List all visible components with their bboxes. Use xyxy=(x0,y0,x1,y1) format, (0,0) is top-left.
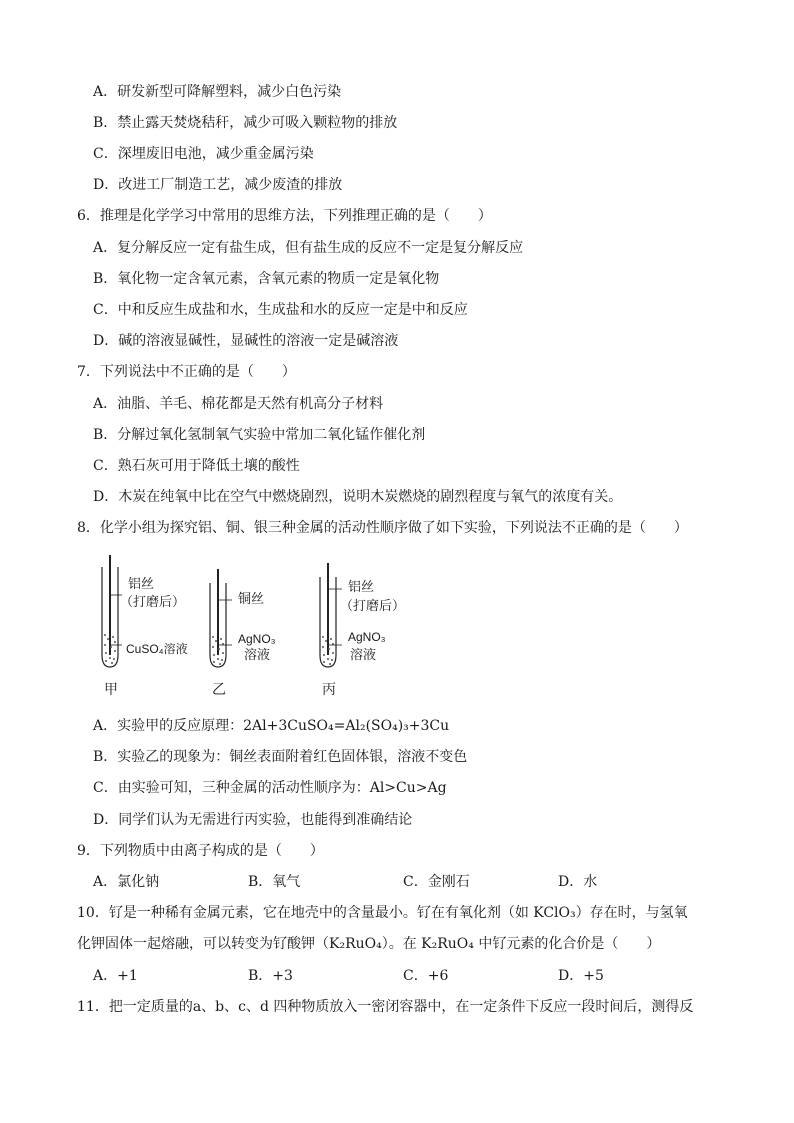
tube1-wire-note: （打磨后） xyxy=(120,595,186,610)
q9-option-b: B．氧气 xyxy=(248,874,301,890)
q10-option-d: D．+5 xyxy=(558,968,604,984)
tube2-solution-word: 溶液 xyxy=(244,648,271,663)
q10-stem-line2: 化钾固体一起熔融，可以转变为钌酸钾（K₂RuO₄）。在 K₂RuO₄ 中钌元素的化合价是（ ） xyxy=(77,936,661,952)
q8-option-c: C．由实验可知，三种金属的活动性顺序为：Al>Cu>Ag xyxy=(93,780,447,796)
q7-option-d: D．木炭在纯氧中比在空气中燃烧剧烈，说明木炭燃烧的剧烈程度与氧气的浓度有关。 xyxy=(93,489,623,505)
q5-option-c: C．深埋废旧电池，减少重金属污染 xyxy=(93,146,314,162)
q9-option-d: D．水 xyxy=(558,874,598,890)
q9-options-row xyxy=(93,872,713,892)
q9-stem: 9．下列物质中由离子构成的是（ ） xyxy=(77,843,324,859)
q5-option-a: A．研发新型可降解塑料，减少白色污染 xyxy=(93,84,342,100)
tube3-caption: 丙 xyxy=(322,682,336,698)
q9-option-c: C．金刚石 xyxy=(403,874,470,890)
tube1-wire-label: 铝丝 xyxy=(128,577,155,592)
q6-option-c: C．中和反应生成盐和水，生成盐和水的反应一定是中和反应 xyxy=(93,302,468,318)
q10-options-row xyxy=(93,966,713,986)
q8-stem: 8．化学小组为探究铝、铜、银三种金属的活动性顺序做了如下实验，下列说法不正确的是（ ） xyxy=(77,520,688,536)
q10-option-a: A．+1 xyxy=(93,968,138,984)
q7-option-c: C．熟石灰可用于降低土壤的酸性 xyxy=(93,458,300,474)
q5-option-b: B．禁止露天焚烧秸秆，减少可吸入颗粒物的排放 xyxy=(93,115,398,131)
q10-stem-line1: 10．钌是一种稀有金属元素，它在地壳中的含量最小。钌在有氧化剂（如 KClO₃）存在时，与氢氧 xyxy=(77,905,688,921)
q7-option-a: A．油脂、羊毛、棉花都是天然有机高分子材料 xyxy=(93,396,384,412)
tube1-caption: 甲 xyxy=(104,682,118,698)
q6-option-b: B．氧化物一定含氧元素，含氧元素的物质一定是氧化物 xyxy=(93,271,440,287)
tube2-wire-label: 铜丝 xyxy=(238,592,265,607)
tube2-caption: 乙 xyxy=(212,682,226,698)
q11-stem-line1: 11．把一定质量的a、b、c、d 四种物质放入一密闭容器中，在一定条件下反应一段时间后，测得反 xyxy=(77,999,694,1015)
q5-option-d: D．改进工厂制造工艺，减少废渣的排放 xyxy=(93,177,343,193)
tube2-solution-formula: AgNO₃ xyxy=(238,632,276,646)
q8-option-a: A．实验甲的反应原理：2Al+3CuSO₄=Al₂(SO₄)₃+3Cu xyxy=(93,718,450,734)
test-tube-1 xyxy=(102,555,122,667)
q6-stem: 6．推理是化学学习中常用的思维方法，下列推理正确的是（ ） xyxy=(77,208,492,224)
q10-option-c: C．+6 xyxy=(403,968,449,984)
q10-option-b: B．+3 xyxy=(248,968,293,984)
tube3-solution-word: 溶液 xyxy=(350,648,377,663)
experiment-figure xyxy=(100,555,430,700)
q6-option-a: A．复分解反应一定有盐生成，但有盐生成的反应不一定是复分解反应 xyxy=(93,240,524,256)
tube1-solution-label: CuSO₄溶液 xyxy=(126,642,188,656)
q8-option-d: D．同学们认为无需进行丙实验，也能得到准确结论 xyxy=(93,812,413,828)
q9-option-a: A．氯化钠 xyxy=(93,874,160,890)
tube3-wire-label: 铝丝 xyxy=(348,580,375,595)
tube3-solution-formula: AgNO₃ xyxy=(348,630,386,644)
q7-option-b: B．分解过氧化氢制氧气实验中常加二氧化锰作催化剂 xyxy=(93,427,426,443)
test-tube-3 xyxy=(320,563,342,667)
q8-option-b: B．实验乙的现象为：铜丝表面附着红色固体银，溶液不变色 xyxy=(93,749,468,765)
tube3-wire-note: （打磨后） xyxy=(340,599,406,614)
q6-option-d: D．碱的溶液显碱性，显碱性的溶液一定是碱溶液 xyxy=(93,333,399,349)
q7-stem: 7．下列说法中不正确的是（ ） xyxy=(77,364,296,380)
test-tube-2 xyxy=(210,569,232,667)
